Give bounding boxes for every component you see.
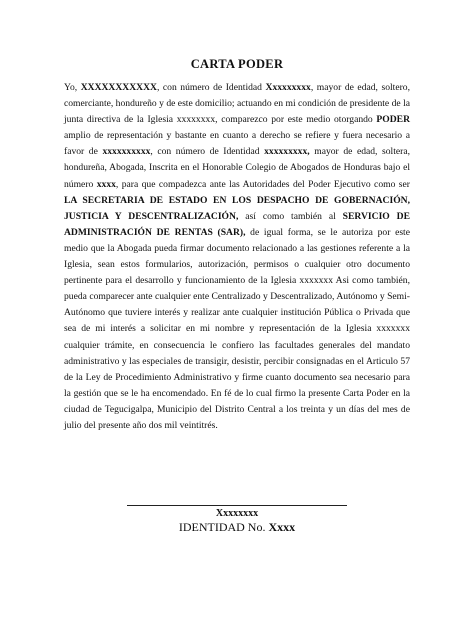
secretaria-entity: LA SECRETARIA DE ESTADO EN LOS DESPACHO DE GOBERNACIÓN, JUSTICIA Y DESCENTRALIZACIÓN, (64, 194, 410, 222)
signature-name: Xxxxxxxx (215, 508, 259, 519)
grantor-name-placeholder: XXXXXXXXXXX (80, 82, 157, 93)
grantor-id-placeholder: Xxxxxxxxx (265, 82, 311, 93)
bar-number-placeholder: xxxx (96, 178, 116, 190)
signature-line (127, 505, 347, 506)
attorney-name-placeholder: xxxxxxxxxx (102, 146, 151, 158)
signature-id (0, 520, 474, 535)
attorney-id-placeholder: xxxxxxxxx, (264, 146, 310, 158)
body-text-segment: , mayor de edad, soltero, comerciante, hondureño y de este domicilio; actuando en mi condición de presidente de la junta directiva de la Iglesia xxxxxxxx, comparezco por este medio otorgando (64, 82, 410, 126)
body-text-segment: mayor de edad, soltera, hondureña, Abogada, Inscrita en el Honorable Colegio de Abogados de Honduras bajo el número (64, 146, 410, 190)
body-text-segment: así como también al (238, 210, 343, 222)
document-title: CARTA PODER (190, 57, 284, 71)
document-body (64, 80, 410, 434)
sar-entity: SERVICIO DE ADMINISTRACIÓN DE RENTAS (SAR), (64, 210, 410, 238)
body-text-segment: , para que compadezca ante las Autoridades del Poder Ejecutivo como ser (115, 178, 410, 190)
signature-id-label: IDENTIDAD No. (178, 520, 269, 534)
signature-id-value: Xxxx (268, 520, 296, 534)
body-text-segment: Yo, (64, 82, 81, 93)
body-text-segment: , con número de Identidad (150, 146, 265, 158)
body-text-segment: amplio de representación y bastante en cuanto a derecho se refiere y fuera necesario a favor de (64, 130, 410, 158)
body-text-segment: de igual forma, se le autoriza por este medio que la Abogada pueda firmar documento relacionado a las gestiones referente a la Iglesia, sean estos formularios, autorización, permisos o cualquier otro documento pertinente para el desarrollo y funcionamiento de la Iglesia xxxxxxx Asi como también, pueda comparecer ante cualquier ente Centralizado y Descentralizado, Autónomo y Semi-Autónomo que tuviere interés y realizar ante cualquier institución Pública o Privada que sea de mi interés a solicitar en mi nombre y representación de la Iglesia xxxxxxx cualquier trámite, en consecuencia le confiero las facultades generales del mandato administrativo y las especiales de transigir, desistir, percibir consignadas en el Articulo 57 de la Ley de Procedimiento Administrativo y firme cuanto documento sea necesario para la gestión que se le ha encomendado. En fé de lo cual firmo la presente Carta Poder en la ciudad de Tegucigalpa, Municipio del Distrito Central a los treinta y un días del mes de julio del presente año dos mil veintitrés. (64, 226, 410, 431)
poder-keyword: PODER (376, 114, 410, 126)
body-text-segment: , con número de Identidad (156, 82, 266, 93)
